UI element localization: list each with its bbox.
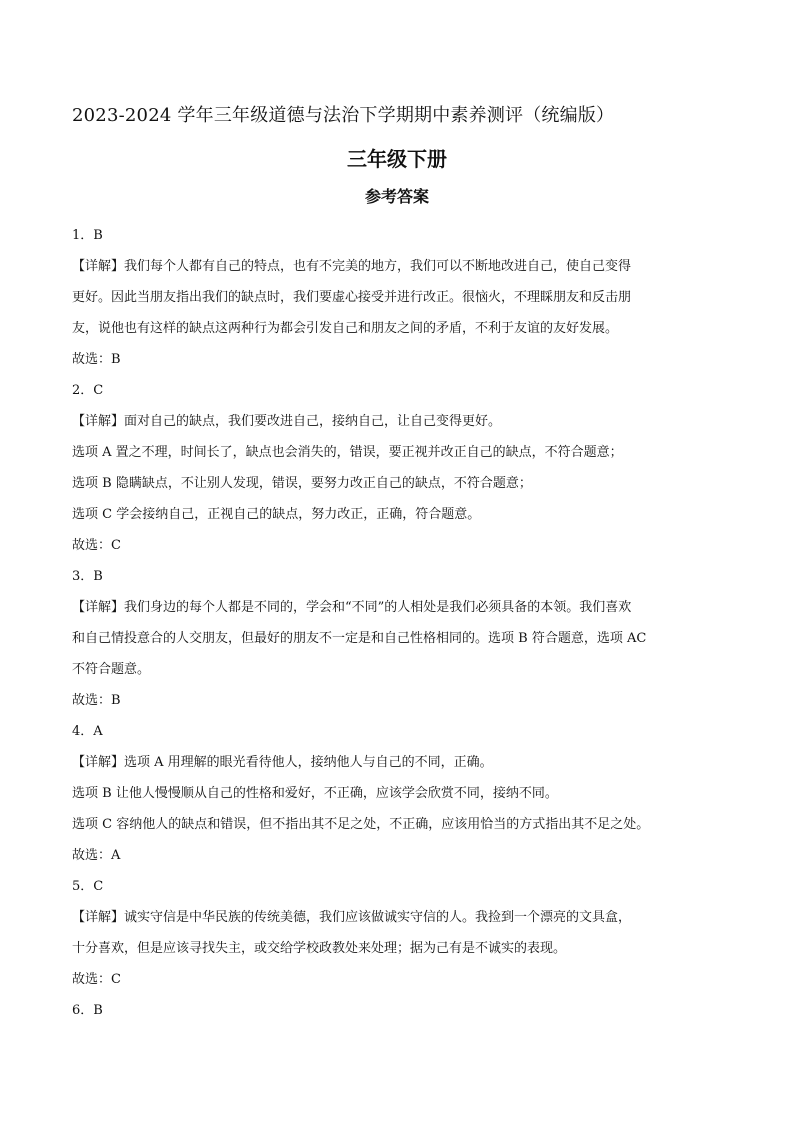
document-title: 2023-2024 学年三年级道德与法治下学期期中素养测评（统编版） (72, 105, 615, 126)
question-number: 2．C (72, 383, 104, 398)
document-subtitle: 三年级下册 (347, 147, 447, 171)
explanation-line: 选项 B 让他人慢慢顺从自己的性格和爱好，不正确，应该学会欣赏不同，接纳不同。 (72, 786, 558, 801)
explanation-line: 【详解】面对自己的缺点，我们要改进自己，接纳自己，让自己变得更好。 (72, 414, 502, 429)
answer-result: 故选：C (72, 538, 121, 553)
explanation-line: 十分喜欢，但是应该寻找失主，或交给学校政教处来处理；据为己有是不诚实的表现。 (72, 941, 567, 956)
explanation-line: 【详解】选项 A 用理解的眼光看待他人，接纳他人与自己的不同，正确。 (72, 755, 493, 770)
question-number: 4．A (72, 724, 103, 739)
answer-result: 故选：B (72, 352, 121, 367)
explanation-line: 选项 C 容纳他人的缺点和错误，但不指出其不足之处，不正确，应该用恰当的方式指出其不足之处。 (72, 817, 650, 832)
answer-result: 故选：C (72, 972, 121, 987)
explanation-line: 选项 A 置之不理，时间长了，缺点也会消失的，错误，要正视并改正自己的缺点，不符合题意； (72, 445, 623, 460)
answer-result: 故选：B (72, 693, 121, 708)
explanation-line: 【详解】诚实守信是中华民族的传统美德，我们应该做诚实守信的人。我捡到一个漂亮的文具盒， (72, 910, 632, 925)
explanation-line: 【详解】我们每个人都有自己的特点，也有不完美的地方，我们可以不断地改进自己，使自己变得 (72, 259, 632, 274)
explanation-line: 【详解】我们身边的每个人都是不同的，学会和“不同”的人相处是我们必须具备的本领。我们喜欢 (72, 600, 632, 615)
explanation-line: 友，说他也有这样的缺点这两种行为都会引发自己和朋友之间的矛盾，不利于友谊的友好发展。 (72, 321, 619, 336)
explanation-line: 选项 C 学会接纳自己，正视自己的缺点，努力改正，正确，符合题意。 (72, 507, 481, 522)
explanation-line: 选项 B 隐瞒缺点，不让别人发现，错误，要努力改正自己的缺点，不符合题意； (72, 476, 532, 491)
explanation-line: 更好。因此当朋友指出我们的缺点时，我们要虚心接受并进行改正。很恼火，不理睬朋友和反击朋 (72, 290, 632, 305)
answer-key-heading: 参考答案 (364, 187, 429, 206)
question-number: 6．B (72, 1003, 103, 1018)
question-number: 3．B (72, 569, 103, 584)
question-number: 5．C (72, 879, 104, 894)
answer-result: 故选：A (72, 848, 121, 863)
explanation-line: 不符合题意。 (72, 662, 151, 677)
explanation-line: 和自己情投意合的人交朋友，但最好的朋友不一定是和自己性格相同的。选项 B 符合题意，选项 AC (72, 631, 647, 646)
answer-list (72, 224, 722, 1030)
question-number: 1．B (72, 228, 103, 243)
